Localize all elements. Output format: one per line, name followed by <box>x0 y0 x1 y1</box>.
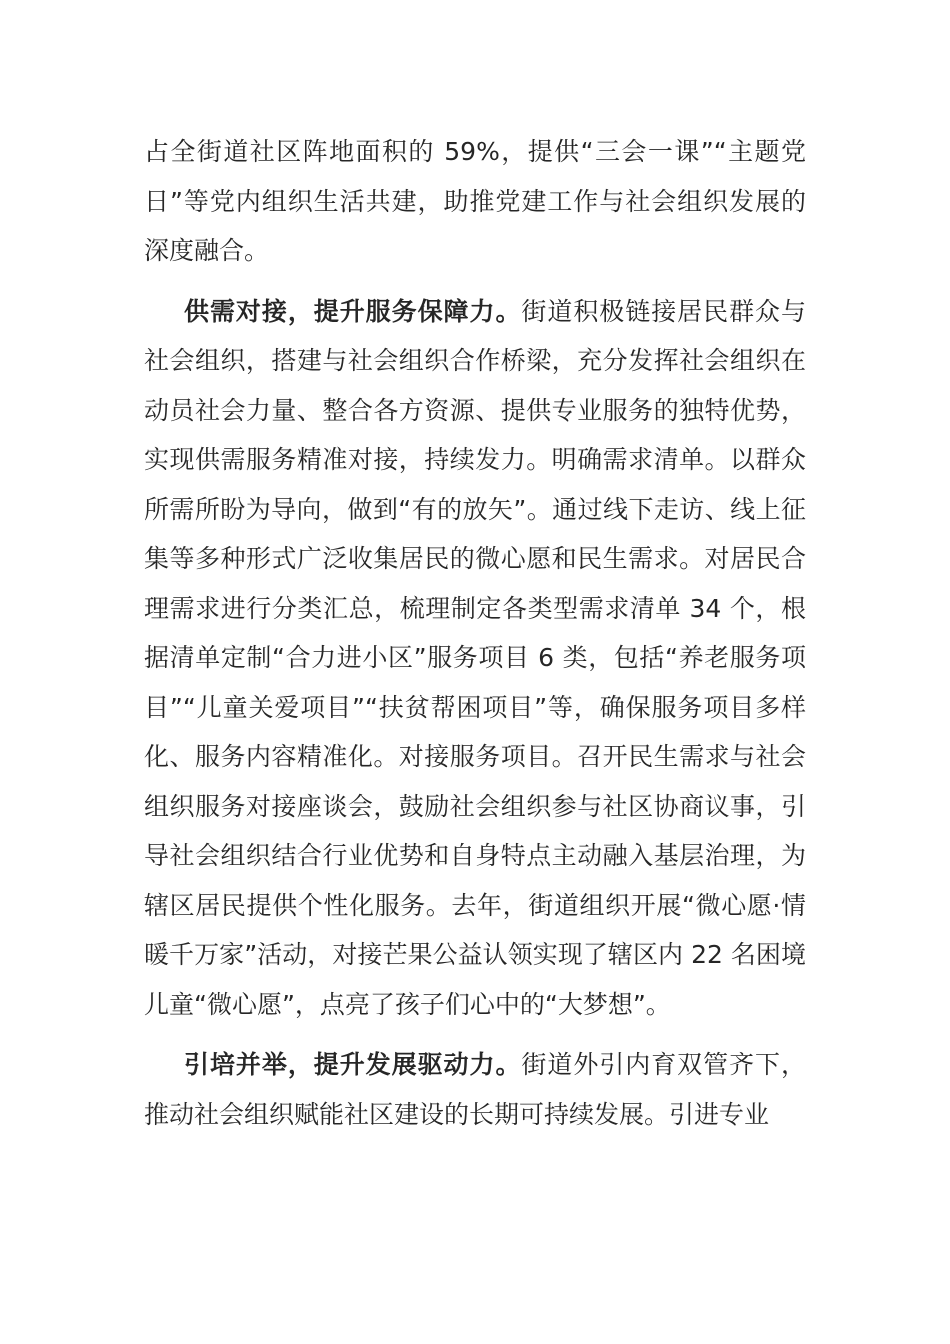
paragraph-2 <box>144 287 806 1030</box>
paragraph-3 <box>144 1040 806 1139</box>
paragraph-text: 街道外引内育双管齐下，推动社会组织赋能社区建设的长期可持续发展。引进专业 <box>144 1050 806 1129</box>
paragraph-text: 街道积极链接居民群众与社会组织，搭建与社会组织合作桥梁，充分发挥社会组织在动员社会力量、整合各方资源、提供专业服务的独特优势，实现供需服务精准对接，持续发力。明确需求清单。以群众所需所盼为导向，做到“有的放矢”。通过线下走访、线上征集等多种形式广泛收集居民的微心愿和民生需求。对居民合理需求进行分类汇总，梳理制定各类型需求清单 34 个，根据清单定制“合力进小区”服务项目 6 类，包括“养老服务项目”“儿童关爱项目”“扶贫帮困项目”等，确保服务项目多样化、服务内容精准化。对接服务项目。召开民生需求与社会组织服务对接座谈会，鼓励社会组织参与社区协商议事，引导社会组织结合行业优势和自身特点主动融入基层治理，为辖区居民提供个性化服务。去年，街道组织开展“微心愿·情暖千万家”活动，对接芒果公益认领实现了辖区内 22 名困境儿童“微心愿”，点亮了孩子们心中的“大梦想”。 <box>144 296 806 1019</box>
paragraph-heading: 供需对接，提升服务保障力。 <box>184 296 522 326</box>
paragraph-text: 占全街道社区阵地面积的 59%，提供“三会一课”“主题党日”等党内组织生活共建，助推党建工作与社会组织发展的深度融合。 <box>144 137 806 265</box>
document-body <box>144 127 806 1139</box>
paragraph-1 <box>144 127 806 276</box>
paragraph-heading: 引培并举，提升发展驱动力。 <box>184 1050 522 1079</box>
